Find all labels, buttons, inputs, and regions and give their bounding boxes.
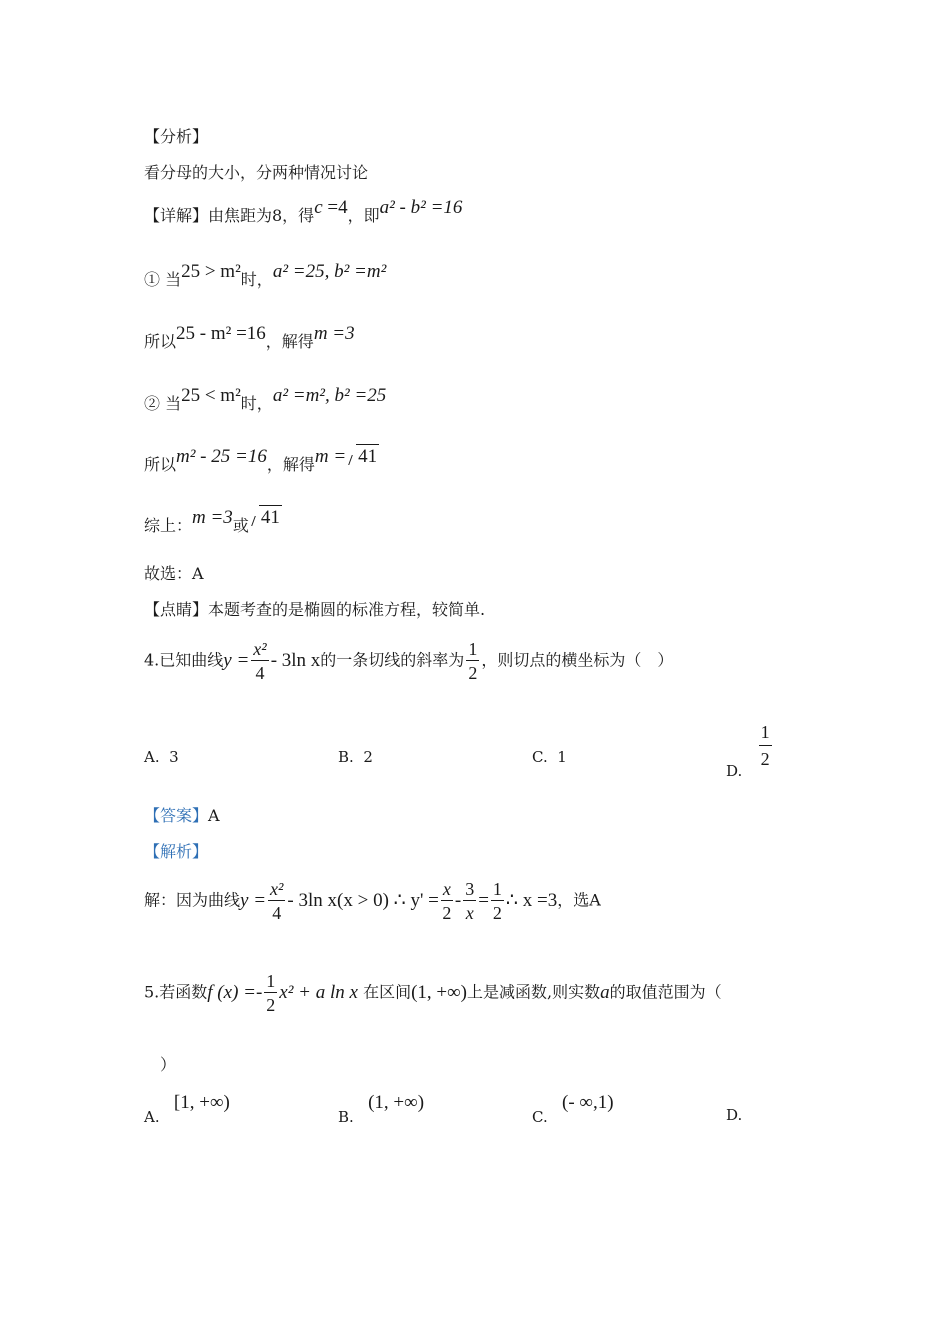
q4-option-a bbox=[144, 748, 179, 766]
q5-var: a bbox=[600, 981, 610, 1003]
option-value: 3 bbox=[169, 748, 179, 766]
summary-or: 或 bbox=[232, 516, 249, 535]
option-value: 2 bbox=[363, 748, 373, 766]
answer-value: A bbox=[208, 806, 220, 825]
detail-mid: ，即 bbox=[347, 206, 380, 225]
option-frac-num: 1 bbox=[759, 722, 772, 746]
option-value: 1 bbox=[557, 748, 567, 766]
case2-line bbox=[144, 385, 387, 413]
sol-suffix: ，选A bbox=[557, 890, 601, 910]
detail-c bbox=[314, 197, 347, 218]
q4-mid: 的一条切线的斜率为 bbox=[320, 650, 465, 670]
sqrt-symbol bbox=[346, 447, 379, 466]
q5-stem bbox=[144, 972, 722, 1014]
case2-so-eq: m² - 25 =16 bbox=[176, 446, 267, 467]
case1-line bbox=[144, 261, 387, 289]
c-var: c bbox=[314, 197, 323, 218]
option-label: C. bbox=[532, 1108, 548, 1126]
q4-slope-num: 1 bbox=[468, 639, 478, 659]
q4-stem bbox=[144, 640, 673, 682]
sol-frac-1-num: x² bbox=[270, 879, 284, 899]
q4-solution bbox=[144, 880, 601, 922]
sol-frac-2-num: x bbox=[442, 879, 451, 899]
answer-label: 【答案】 bbox=[144, 806, 209, 825]
q5-close: ） bbox=[160, 1055, 177, 1074]
q4-frac-num: x² bbox=[253, 639, 267, 659]
option-label: D. bbox=[726, 762, 743, 780]
q5-option-c bbox=[532, 1092, 614, 1126]
q4-option-d bbox=[726, 722, 774, 780]
case2-so-prefix: 所以 bbox=[144, 455, 177, 474]
q5-interval: (1, +∞) bbox=[411, 981, 467, 1003]
case1-mid: 时， bbox=[240, 270, 273, 289]
option-value: [1, +∞) bbox=[173, 1092, 230, 1113]
sol-frac-1 bbox=[268, 880, 285, 922]
option-label: B. bbox=[338, 1108, 354, 1126]
case2-so-ans-lhs: m = bbox=[314, 446, 347, 467]
q5-prefix: 5.若函数 bbox=[144, 982, 208, 1002]
sol-frac-3-den: x bbox=[465, 903, 474, 923]
sol-prefix: 解：因为曲线 bbox=[144, 890, 241, 910]
option-label: A. bbox=[144, 748, 160, 766]
sol-frac-3 bbox=[463, 880, 476, 922]
q4-analysis-label: 【解析】 bbox=[144, 842, 209, 861]
q5-mid2: 上是减函数,则实数 bbox=[467, 982, 601, 1002]
detail-line bbox=[144, 197, 463, 225]
case1-so-ans: m =3 bbox=[313, 323, 355, 344]
case1-eqs: a² =25, b² =m² bbox=[272, 261, 387, 282]
sol-frac-2-den: 2 bbox=[442, 903, 452, 923]
q4-y: y = bbox=[223, 649, 250, 671]
detail-eq: a² - b² =16 bbox=[379, 197, 463, 218]
sol-frac-1-den: 4 bbox=[272, 903, 282, 923]
q4-prefix: 4.已知曲线 bbox=[144, 650, 224, 670]
case2-so-ans bbox=[315, 446, 379, 467]
q4-option-b bbox=[338, 748, 373, 766]
case2-cond: 25 < m² bbox=[181, 385, 241, 406]
q4-slope-fraction bbox=[466, 640, 479, 682]
q4-frac-den: 4 bbox=[255, 663, 265, 683]
detail-prefix: 【详解】由焦距为8，得 bbox=[144, 206, 315, 225]
option-label: C. bbox=[532, 748, 548, 766]
summary-line bbox=[144, 507, 282, 535]
case2-eqs: a² =m², b² =25 bbox=[272, 385, 387, 406]
q5-rest: x² + a ln x bbox=[279, 981, 358, 1003]
summary-prefix: 综上： bbox=[144, 516, 193, 535]
summary-eq: m =3 bbox=[192, 507, 233, 528]
q4-rest: - 3ln x bbox=[270, 649, 321, 671]
sol-eq: = bbox=[478, 889, 489, 911]
q4-answer bbox=[144, 808, 220, 824]
sol-frac-4-num: 1 bbox=[492, 879, 502, 899]
q4-slope-den: 2 bbox=[468, 663, 478, 683]
option-label: B. bbox=[338, 748, 354, 766]
case2-so-line bbox=[144, 446, 379, 474]
comment-line: 【点睛】本题考查的是椭圆的标准方程，较简单. bbox=[144, 600, 486, 619]
case1-prefix: ① 当 bbox=[144, 270, 182, 289]
q5-mid: 在区间 bbox=[363, 982, 412, 1002]
option-label: A. bbox=[144, 1108, 160, 1126]
q4-fraction bbox=[251, 640, 268, 682]
option-value: (1, +∞) bbox=[368, 1092, 425, 1113]
q5-option-b bbox=[338, 1092, 425, 1126]
q5-fraction bbox=[264, 972, 277, 1014]
case2-so-mid: ，解得 bbox=[266, 455, 315, 474]
q5-option-d bbox=[726, 1106, 742, 1124]
option-frac-den: 2 bbox=[760, 749, 770, 769]
q5-option-a bbox=[144, 1092, 230, 1126]
sol-frac-2 bbox=[441, 880, 453, 922]
sol-tail: ∴ x =3 bbox=[505, 889, 558, 911]
q4-option-c bbox=[532, 748, 567, 766]
q5-suffix: 的取值范围为（ bbox=[609, 982, 722, 1002]
case1-so-line bbox=[144, 323, 355, 351]
q4-suffix: ，则切点的横坐标为（ ） bbox=[481, 650, 674, 670]
choice-line: 故选：A bbox=[144, 564, 204, 583]
option-label: D. bbox=[726, 1106, 743, 1124]
sqrt-radicand: 41 bbox=[358, 446, 378, 467]
q5-fx: f (x) =- bbox=[207, 981, 263, 1003]
c-val: =4 bbox=[327, 197, 348, 218]
sol-frac-4 bbox=[491, 880, 504, 922]
q5-frac-num: 1 bbox=[266, 971, 276, 991]
case1-so-prefix: 所以 bbox=[144, 332, 177, 351]
case1-so-mid: ，解得 bbox=[265, 332, 314, 351]
sqrt-symbol bbox=[249, 508, 282, 527]
case2-mid: 时， bbox=[240, 394, 273, 413]
summary-sqrt bbox=[249, 507, 282, 528]
case1-cond: 25 > m² bbox=[181, 261, 241, 282]
option-value: (- ∞,1) bbox=[562, 1092, 614, 1113]
sol-frac-3-num: 3 bbox=[465, 879, 475, 899]
sol-y: y = bbox=[240, 889, 267, 911]
case2-prefix: ② 当 bbox=[144, 394, 182, 413]
analysis-text: 看分母的大小，分两种情况讨论 bbox=[144, 163, 369, 182]
sol-frac-4-den: 2 bbox=[492, 903, 502, 923]
sqrt-radicand: 41 bbox=[260, 507, 280, 528]
option-value-fraction bbox=[759, 722, 772, 770]
case1-so-eq: 25 - m² =16 bbox=[176, 323, 266, 344]
sol-minus: - bbox=[454, 889, 462, 911]
sol-mid: - 3ln x(x > 0) ∴ y' = bbox=[287, 889, 439, 911]
analysis-heading: 【分析】 bbox=[144, 127, 209, 146]
q5-frac-den: 2 bbox=[266, 995, 276, 1015]
